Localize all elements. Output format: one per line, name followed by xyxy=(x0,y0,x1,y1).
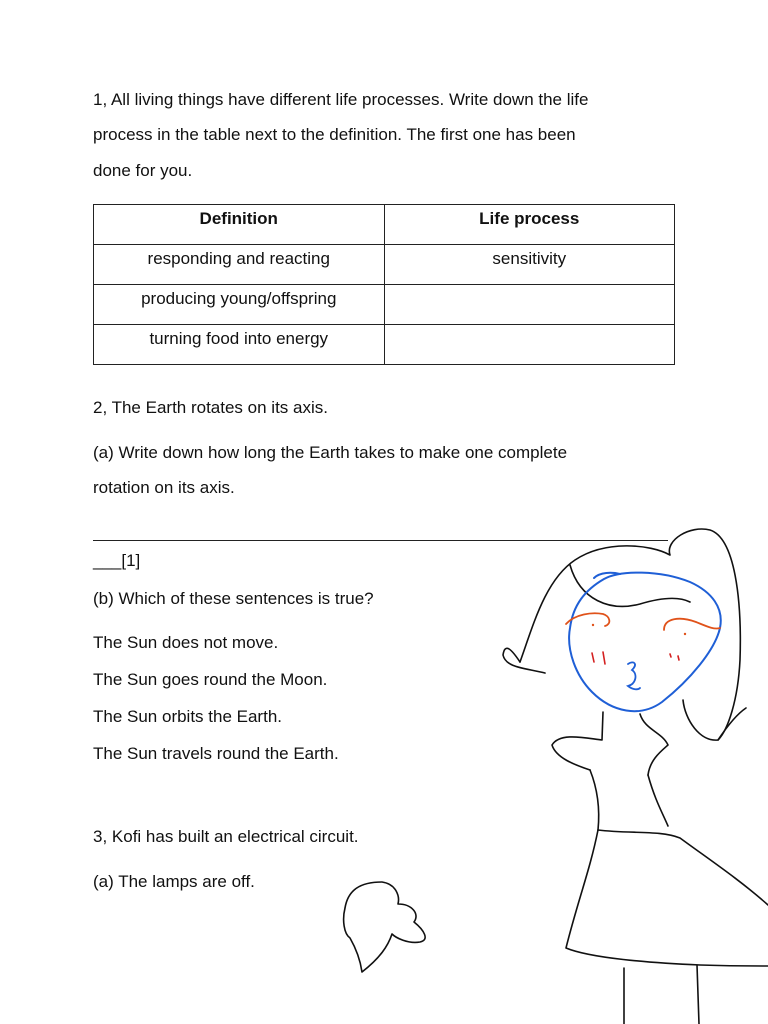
option-2: The Sun goes round the Moon. xyxy=(93,670,328,689)
torso-left xyxy=(590,770,599,830)
q2b-question: (b) Which of these sentences is true? xyxy=(93,589,374,608)
header-definition: Definition xyxy=(94,205,385,245)
left-eye xyxy=(592,624,594,626)
face-outline xyxy=(569,573,721,712)
right-cheek xyxy=(670,654,679,660)
left-cheek xyxy=(592,652,605,664)
q1-text-line-3: done for you. xyxy=(93,161,193,180)
definition-cell: producing young/offspring xyxy=(94,285,385,325)
option-1: The Sun does not move. xyxy=(93,633,279,652)
neck-right xyxy=(640,714,668,775)
hand-blob-doodle xyxy=(344,882,426,972)
q2a-line-2: rotation on its axis. xyxy=(93,478,235,497)
torso-right xyxy=(648,775,668,826)
right-eye xyxy=(684,633,686,635)
q2a-line-1: (a) Write down how long the Earth takes to make one complete xyxy=(93,443,568,462)
skirt xyxy=(566,830,768,966)
neck-left xyxy=(552,712,603,770)
q2-intro: 2, The Earth rotates on its axis. xyxy=(93,398,328,417)
q1-text-line-1: 1, All living things have different life processes. Write down the life xyxy=(93,90,589,109)
life-process-cell: sensitivity xyxy=(384,245,675,285)
definition-cell: responding and reacting xyxy=(94,245,385,285)
right-eyebrow xyxy=(664,619,720,630)
option-4: The Sun travels round the Earth. xyxy=(93,744,339,763)
hair-bang-stroke xyxy=(570,565,690,606)
marks-label: ___[1] xyxy=(93,551,141,570)
definition-cell: turning food into energy xyxy=(94,325,385,365)
mouth xyxy=(628,662,640,689)
q3-intro: 3, Kofi has built an electrical circuit. xyxy=(93,827,359,846)
option-3: The Sun orbits the Earth. xyxy=(93,707,282,726)
hair-stroke xyxy=(520,529,740,740)
q3a-text: (a) The lamps are off. xyxy=(93,872,255,891)
q1-text-line-2: process in the table next to the definition. The first one has been xyxy=(93,125,576,144)
leg-right xyxy=(697,965,699,1024)
arm-line xyxy=(598,830,768,905)
header-life-process: Life process xyxy=(384,205,675,245)
